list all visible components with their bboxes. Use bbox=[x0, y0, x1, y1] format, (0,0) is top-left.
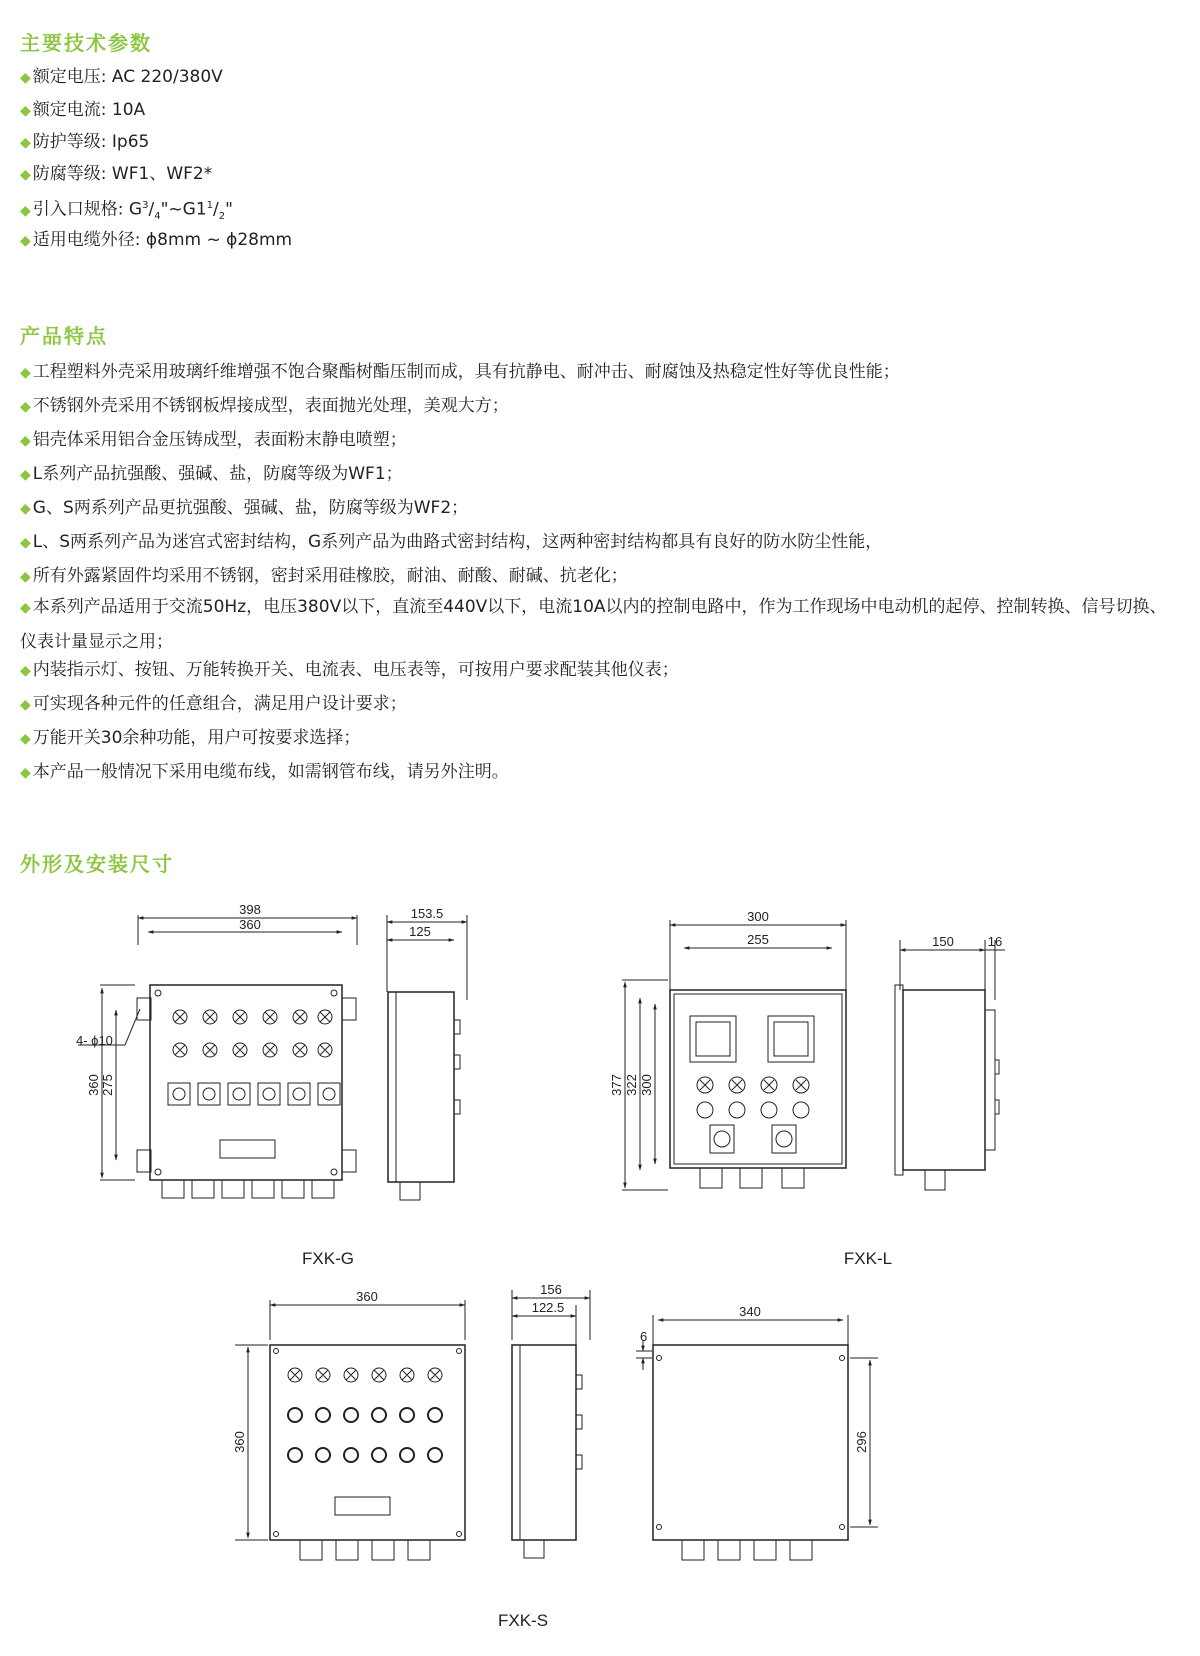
param-item: ◆ 额定电流: 10A bbox=[20, 100, 146, 120]
s-depth-outer-label: 156 bbox=[540, 1282, 562, 1297]
diamond-bullet-icon: ◆ bbox=[20, 70, 31, 86]
diamond-bullet-icon: ◆ bbox=[20, 233, 31, 249]
l-width-outer-label: 300 bbox=[747, 909, 769, 924]
l-width-inner-label: 255 bbox=[747, 932, 769, 947]
diamond-bullet-icon: ◆ bbox=[20, 103, 31, 119]
l-depth-outer-label: 150 bbox=[932, 934, 954, 949]
fxk-g-front-view bbox=[78, 915, 357, 1198]
s-height-label: 360 bbox=[232, 1431, 247, 1453]
l-height-2-label: 322 bbox=[624, 1074, 639, 1096]
fxk-g-side-view bbox=[387, 915, 467, 1200]
diamond-bullet-icon: ◆ bbox=[20, 663, 31, 679]
diamond-bullet-icon: ◆ bbox=[20, 467, 31, 483]
g-width-outer-label: 398 bbox=[239, 902, 261, 917]
feature-item: ◆ 可实现各种元件的任意组合，满足用户设计要求； bbox=[20, 694, 407, 714]
fxk-l-side-view bbox=[895, 940, 1005, 1190]
diamond-bullet-icon: ◆ bbox=[20, 697, 31, 713]
param-item: ◆ 引入口规格: $G^3/_4"\sim G1^1/_2$" bbox=[20, 199, 233, 223]
dimensions-heading: 外形及安装尺寸 bbox=[20, 852, 174, 876]
g-height-outer-label: 360 bbox=[86, 1074, 101, 1096]
fxk-s-back-view bbox=[636, 1315, 878, 1560]
feature-item: ◆ L系列产品抗强酸、强碱、盐，防腐等级为WF1； bbox=[20, 464, 403, 484]
diamond-bullet-icon: ◆ bbox=[20, 135, 31, 151]
l-depth-inner-label: 16 bbox=[987, 934, 1003, 949]
g-width-inner-label: 360 bbox=[239, 917, 261, 932]
fxk-l-front-view bbox=[622, 920, 846, 1190]
feature-item: ◆ 本系列产品适用于交流50Hz，电压380V以下，直流至440V以下，电流10A以内的控制电路中，作为工作现场中电动机的起停、控制转换、信号切换、仪表计量显示之用； bbox=[20, 597, 1167, 652]
fxk-g-caption: FXK-G bbox=[302, 1249, 354, 1268]
diamond-bullet-icon: ◆ bbox=[20, 365, 31, 381]
l-height-1-label: 377 bbox=[609, 1074, 624, 1096]
s-depth-inner-label: 122.5 bbox=[531, 1300, 565, 1315]
fxk-s-caption: FXK-S bbox=[497, 1611, 549, 1630]
s-back-width-label: 340 bbox=[739, 1304, 761, 1319]
s-width-label: 360 bbox=[356, 1289, 378, 1304]
diamond-bullet-icon: ◆ bbox=[20, 600, 31, 616]
feature-item: ◆ 所有外露紧固件均采用不锈钢，密封采用硅橡胶，耐油、耐酸、耐碱、抗老化； bbox=[20, 566, 628, 586]
diamond-bullet-icon: ◆ bbox=[20, 202, 31, 219]
param-item: ◆ 额定电压: AC 220/380V bbox=[20, 67, 223, 87]
diamond-bullet-icon: ◆ bbox=[20, 167, 31, 183]
feature-item: ◆ 万能开关30余种功能，用户可按要求选择； bbox=[20, 728, 361, 748]
diamond-bullet-icon: ◆ bbox=[20, 501, 31, 517]
param-item: ◆ 适用电缆外径: ϕ8mm ~ ϕ28mm bbox=[20, 230, 293, 250]
param-item: ◆ 防护等级: Ip65 bbox=[20, 132, 150, 152]
g-depth-inner-label: 125 bbox=[409, 924, 431, 939]
feature-item: ◆ 不锈钢外壳采用不锈钢板焊接成型，表面抛光处理，美观大方； bbox=[20, 396, 509, 416]
feature-item: ◆ G、S两系列产品更抗强酸、强碱、盐，防腐等级为WF2； bbox=[20, 498, 469, 518]
diamond-bullet-icon: ◆ bbox=[20, 399, 31, 415]
features-heading: 产品特点 bbox=[20, 324, 108, 348]
g-holes-label: 4- ϕ10 bbox=[76, 1033, 113, 1048]
diamond-bullet-icon: ◆ bbox=[20, 433, 31, 449]
param-item: ◆ 防腐等级: WF1、WF2* bbox=[20, 164, 213, 184]
feature-item: ◆ L、S两系列产品为迷宫式密封结构，G系列产品为曲路式密封结构，这两种密封结构都具有良好的防水防尘性能， bbox=[20, 532, 883, 552]
s-back-height-label: 296 bbox=[854, 1431, 869, 1453]
s-back-offset-label: 6 bbox=[640, 1329, 648, 1344]
diamond-bullet-icon: ◆ bbox=[20, 569, 31, 585]
feature-item: ◆ 工程塑料外壳采用玻璃纤维增强不饱合聚酯树酯压制而成，具有抗静电、耐冲击、耐腐蚀及热稳定性好等优良性能； bbox=[20, 362, 900, 382]
feature-item: ◆ 铝壳体采用铝合金压铸成型，表面粉末静电喷塑； bbox=[20, 430, 407, 450]
fxk-l-caption: FXK-L bbox=[843, 1249, 893, 1268]
fxk-s-side-view bbox=[512, 1290, 590, 1558]
feature-item: ◆ 本产品一般情况下采用电缆布线，如需钢管布线，请另外注明。 bbox=[20, 762, 509, 782]
fxk-s-front-view bbox=[235, 1300, 465, 1560]
g-depth-outer-label: 153.5 bbox=[410, 906, 444, 921]
diamond-bullet-icon: ◆ bbox=[20, 731, 31, 747]
diamond-bullet-icon: ◆ bbox=[20, 535, 31, 551]
g-height-inner-label: 275 bbox=[100, 1074, 115, 1096]
feature-item: ◆ 内装指示灯、按钮、万能转换开关、电流表、电压表等，可按用户要求配装其他仪表； bbox=[20, 660, 679, 680]
params-heading: 主要技术参数 bbox=[20, 31, 152, 55]
diamond-bullet-icon: ◆ bbox=[20, 765, 31, 781]
l-height-3-label: 300 bbox=[639, 1074, 654, 1096]
